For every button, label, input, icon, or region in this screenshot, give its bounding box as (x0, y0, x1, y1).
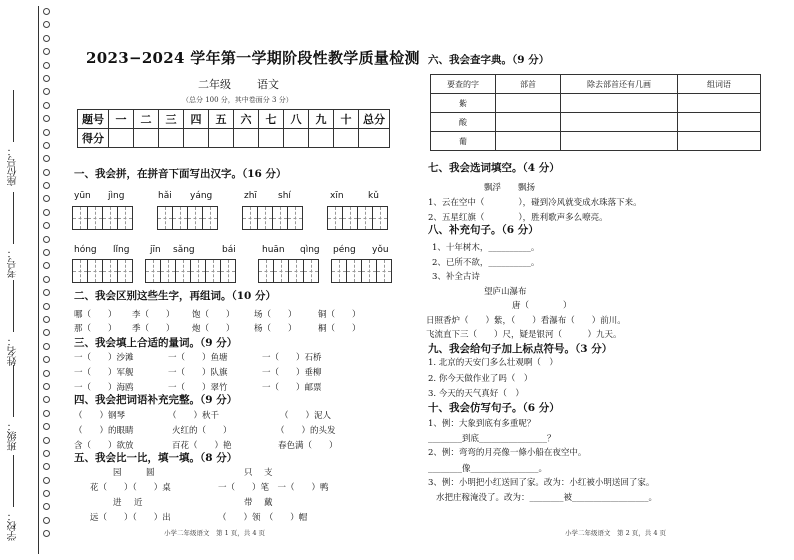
pinyin: shí (278, 191, 291, 201)
score-header-cell: 总分 (359, 110, 390, 129)
q7-line: 2、五星红旗（ ），胜利歌声多么嘹亮。 (428, 213, 608, 223)
q3-item: 一（ ）军舰 (74, 368, 134, 378)
pinyin: yǒu (372, 245, 389, 255)
writing-grid[interactable] (73, 206, 133, 230)
q2-item: 桐（ ） (318, 324, 361, 334)
q2-item: 那（ ） (74, 324, 117, 334)
poem-title: 望庐山瀑布 (484, 287, 527, 297)
dict-char: 紫 (431, 94, 496, 113)
binding-hole (43, 115, 50, 122)
score-cell[interactable] (334, 129, 359, 148)
q5-char: 近 (134, 498, 143, 508)
q8-heading: 八、补充句子。（6 分） (428, 224, 539, 236)
score-cell[interactable] (109, 129, 134, 148)
score-header-cell: 六 (234, 110, 259, 129)
score-table-header (78, 110, 390, 129)
q10-line: 3、例：小明把小红送回了家。改为：小红被小明送回了家。 (428, 478, 655, 488)
binding-hole (43, 276, 50, 283)
q5-line: （ ）领 （ ）帽 (218, 513, 308, 523)
q5-char: 圆 (146, 468, 155, 478)
q5-heading: 五、我会比一比，填一填。（8 分） (74, 452, 238, 464)
binding-hole (43, 236, 50, 243)
score-row-label: 得分 (78, 129, 109, 148)
dict-header-cell: 除去部首还有几画 (561, 75, 678, 94)
pinyin: hǎi (158, 191, 172, 201)
poem-line: 飞流直下三（ ）尺，疑是银河（ ）九天。 (426, 330, 622, 340)
q8-line: 2、已所不欲，__________。 (432, 258, 540, 268)
q5-char: 带 (244, 498, 253, 508)
score-table (77, 109, 390, 148)
score-cell[interactable] (284, 129, 309, 148)
binding-hole (43, 396, 50, 403)
q10-line: 水把庄稼淹没了。改为：________被__________________。 (436, 493, 658, 503)
score-cell[interactable] (159, 129, 184, 148)
binding-hole (43, 8, 50, 15)
binding-holes (43, 8, 52, 552)
dict-header-row (431, 75, 761, 94)
score-header-cell: 一 (109, 110, 134, 129)
writing-grid[interactable] (243, 206, 303, 230)
dict-cell[interactable] (561, 132, 678, 151)
binding-hole (43, 182, 50, 189)
binding-hole (43, 155, 50, 162)
q4-item: 百花（ ）艳 (172, 441, 232, 451)
q3-item: 一（ ）石桥 (262, 353, 322, 363)
page-footer-left: 小学二年级语文 第 1 页，共 4 页 (164, 529, 266, 537)
q4-item: （ ）的眼睛 (74, 426, 134, 436)
binding-hole (43, 169, 50, 176)
q1-heading: 一、我会拼，在拼音下面写出汉字。（16 分） (74, 168, 287, 180)
binding-hole (43, 48, 50, 55)
binding-hole (43, 383, 50, 390)
dict-header-cell: 组词语 (678, 75, 761, 94)
pinyin: yūn (74, 191, 91, 201)
pinyin: lǐng (113, 245, 130, 255)
dict-char: 酸 (431, 113, 496, 132)
pinyin: xīn (330, 191, 344, 201)
pinyin: zhī (244, 191, 257, 201)
binding-hole (43, 463, 50, 470)
score-header-cell: 二 (134, 110, 159, 129)
score-cell[interactable] (184, 129, 209, 148)
binding-hole (43, 289, 50, 296)
pinyin: sǎng (173, 245, 195, 255)
q3-item: 一（ ）沙滩 (74, 353, 134, 363)
binding-hole (43, 410, 50, 417)
q7-choices: 飘浮 飘扬 (484, 183, 536, 193)
q2-item: 李（ ） (132, 310, 175, 320)
score-header-cell: 五 (209, 110, 234, 129)
binding-hole (43, 262, 50, 269)
q7-line: 1、云在空中（ ），碰到冷风就变成水珠落下来。 (428, 198, 642, 208)
score-cell[interactable] (359, 129, 390, 148)
poem-line: 日照香炉（ ）紫，（ ）看瀑布（ ）前川。 (426, 316, 626, 326)
dict-row (431, 113, 761, 132)
dict-cell[interactable] (496, 113, 561, 132)
q5-char: 支 (264, 468, 273, 478)
q4-item: 春色满（ ） (278, 441, 338, 451)
binding-line (38, 6, 39, 554)
dict-char: 葡 (431, 132, 496, 151)
q9-heading: 九、我会给句子加上标点符号。（3 分） (428, 343, 613, 355)
name-label: 姓名： (6, 280, 21, 366)
school-label: 学校： (6, 455, 21, 541)
q3-item: 一（ ）邮票 (262, 383, 322, 393)
score-header-cell: 十 (334, 110, 359, 129)
binding-hole (43, 62, 50, 69)
binding-hole (43, 75, 50, 82)
dict-header-cell: 部首 (496, 75, 561, 94)
score-cell[interactable] (309, 129, 334, 148)
q5-line: 花（ ）（ ）桌 (90, 483, 171, 493)
q4-item: （ ）的头发 (276, 426, 336, 436)
q2-item: 季（ ） (132, 324, 175, 334)
q4-item: （ ）泥人 (280, 411, 332, 421)
binding-hole (43, 450, 50, 457)
dict-header-cell: 要查的字 (431, 75, 496, 94)
q4-item: （ ）钢琴 (74, 411, 126, 421)
dict-cell[interactable] (678, 113, 761, 132)
binding-hole (43, 530, 50, 537)
binding-hole (43, 343, 50, 350)
q2-item: 铜（ ） (318, 310, 361, 320)
writing-grid[interactable] (158, 206, 218, 230)
dict-cell[interactable] (678, 94, 761, 113)
grade-label: 二年级 (198, 78, 231, 91)
q10-line: 1、例：大象到底有多重呢？ (428, 419, 536, 429)
q3-item: 一（ ）翠竹 (168, 383, 228, 393)
dict-cell[interactable] (678, 132, 761, 151)
dictionary-table (430, 74, 761, 151)
q9-line: 2. 你今天做作业了吗（ ） (428, 374, 533, 384)
binding-hole (43, 142, 50, 149)
exam-title: 2023−2024 学年第一学期阶段性教学质量检测 (86, 49, 420, 67)
writing-grid[interactable] (332, 259, 392, 283)
q2-item: 炮（ ） (192, 324, 235, 334)
pinyin: kǔ (368, 191, 379, 201)
pinyin: qìng (300, 245, 320, 255)
q2-item: 哪（ ） (74, 310, 117, 320)
pinyin: huān (262, 245, 285, 255)
q3-item: 一（ ）垂柳 (262, 368, 322, 378)
dict-cell[interactable] (561, 94, 678, 113)
score-table-row (78, 129, 390, 148)
q9-line: 3. 今天的天气真好（ ） (428, 389, 524, 399)
q3-item: 一（ ）鱼塘 (168, 353, 228, 363)
binding-hole (43, 503, 50, 510)
q10-heading: 十、我会仿写句子。（6 分） (428, 402, 560, 414)
q5-char: 园 (113, 468, 122, 478)
q4-item: 火红的（ ） (172, 426, 232, 436)
pinyin: jìng (108, 191, 125, 201)
binding-hole (43, 423, 50, 430)
pinyin: hóng (74, 245, 97, 255)
class-label: 班级： (6, 365, 21, 451)
score-header-cell: 九 (309, 110, 334, 129)
pinyin: péng (333, 245, 356, 255)
binding-hole (43, 316, 50, 323)
score-cell[interactable] (134, 129, 159, 148)
binding-hole (43, 195, 50, 202)
dict-cell[interactable] (496, 94, 561, 113)
q9-line: 1. 北京的天安门多么壮观啊（ ） (428, 358, 558, 368)
exam-number-label: 考号： (6, 192, 21, 278)
binding-hole (43, 370, 50, 377)
q10-line: ________到底________________？ (428, 434, 556, 444)
binding-hole (43, 477, 50, 484)
binding-hole (43, 329, 50, 336)
q2-item: 饱（ ） (192, 310, 235, 320)
score-header-cell: 三 (159, 110, 184, 129)
q5-line: 远（ ）（ ）出 (90, 513, 171, 523)
pinyin: bái (222, 245, 236, 255)
binding-hole (43, 437, 50, 444)
q6-heading: 六、我会查字典。（9 分） (428, 54, 550, 66)
q5-char: 戴 (264, 498, 273, 508)
q3-item: 一（ ）海鸥 (74, 383, 134, 393)
q2-item: 杨（ ） (254, 324, 297, 334)
writing-grid[interactable] (328, 206, 388, 230)
poem-author: 唐（ ） (512, 301, 572, 311)
binding-hole (43, 490, 50, 497)
q8-line: 3、补全古诗 (432, 272, 480, 282)
score-header-cell: 四 (184, 110, 209, 129)
dict-row (431, 132, 761, 151)
binding-hole (43, 517, 50, 524)
binding-hole (43, 222, 50, 229)
score-cell[interactable] (259, 129, 284, 148)
binding-hole (43, 209, 50, 216)
dict-cell[interactable] (561, 113, 678, 132)
q8-line: 1、十年树木，__________。 (432, 243, 540, 253)
page-footer-right: 小学二年级语文 第 2 页，共 4 页 (565, 529, 667, 537)
q3-heading: 三、我会填上合适的量词。（9 分） (74, 337, 238, 349)
binding-hole (43, 129, 50, 136)
score-header-cell: 题号 (78, 110, 109, 129)
q10-line: 2、例：弯弯的月亮像一條小船在夜空中。 (428, 448, 587, 458)
writing-grid[interactable] (146, 259, 236, 283)
binding-hole (43, 303, 50, 310)
binding-hole (43, 102, 50, 109)
q5-line: 一（ ）笔 一（ ）鸭 (218, 483, 329, 493)
binding-hole (43, 35, 50, 42)
pinyin: jīn (150, 245, 161, 255)
score-note: （总分 100 分，其中卷面分 3 分） (182, 96, 293, 104)
seat-number-label: 座位号： (6, 90, 21, 186)
subject-label: 语文 (257, 78, 279, 91)
binding-hole (43, 249, 50, 256)
q3-item: 一（ ）队旗 (168, 368, 228, 378)
dict-cell[interactable] (496, 132, 561, 151)
score-cell[interactable] (234, 129, 259, 148)
writing-grid[interactable] (259, 259, 319, 283)
q5-char: 进 (113, 498, 122, 508)
score-header-cell: 八 (284, 110, 309, 129)
dict-row (431, 94, 761, 113)
q4-heading: 四、我会把词语补充完整。（9 分） (74, 394, 238, 406)
q2-heading: 二、我会区别这些生字，再组词。（10 分） (74, 290, 277, 302)
score-header-cell: 七 (259, 110, 284, 129)
pinyin: yáng (190, 191, 213, 201)
q7-heading: 七、我会选词填空。（4 分） (428, 162, 560, 174)
q4-item: （ ）秋千 (168, 411, 220, 421)
q10-line: ________像________________。 (428, 464, 548, 474)
binding-hole (43, 88, 50, 95)
score-cell[interactable] (209, 129, 234, 148)
q4-item: 含（ ）欲放 (74, 441, 134, 451)
q2-item: 场（ ） (254, 310, 297, 320)
binding-hole (43, 356, 50, 363)
q5-char: 只 (244, 468, 253, 478)
binding-hole (43, 21, 50, 28)
writing-grid[interactable] (73, 259, 133, 283)
